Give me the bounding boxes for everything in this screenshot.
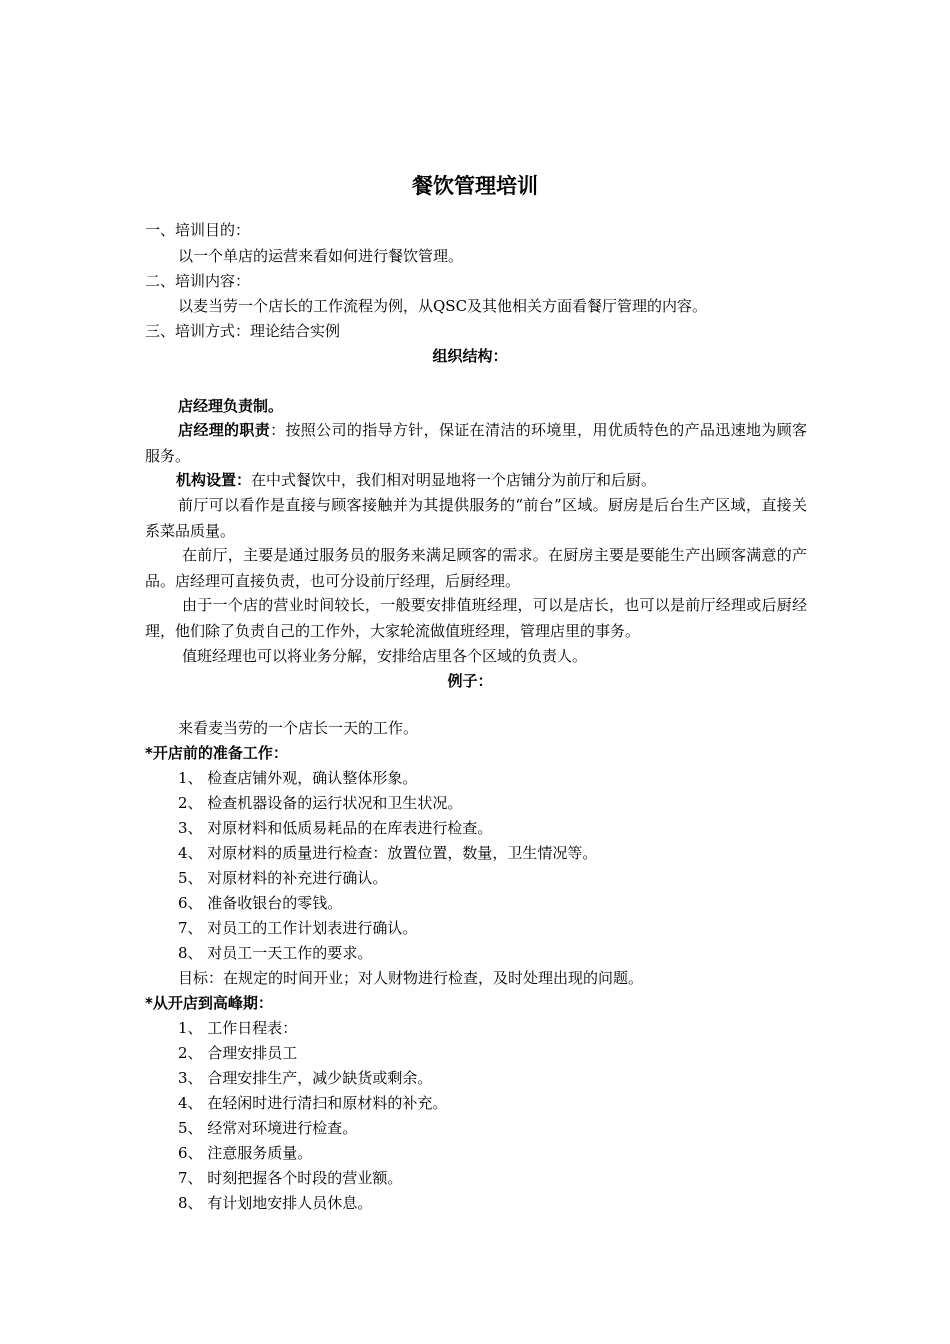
- section-3-line: 三、培训方式：理论结合实例: [145, 322, 341, 340]
- duty-manager-paragraph: 由于一个店的营业时间较长，一般要安排值班经理，可以是店长，也可以是前厅经理或后厨经理，他们除了负责自己的工作外，大家轮流做值班经理，管理店里的事务。: [145, 596, 807, 640]
- to-peak-item: 7、 时刻把握各个时段的营业额。: [178, 1169, 403, 1187]
- before-open-item: 4、 对原材料的质量进行检查：放置位置，数量，卫生情况等。: [178, 844, 598, 862]
- manager-duty-text: ：按照公司的指导方针，保证在清洁的环境里，用优质特色的产品迅速地为顾客服务。: [145, 421, 807, 465]
- before-open-heading: *开店前的准备工作：: [145, 744, 288, 762]
- before-open-item: 6、 准备收银台的零钱。: [178, 894, 343, 912]
- to-peak-item: 2、 合理安排员工: [178, 1044, 298, 1062]
- section-1-heading: 一、培训目的：: [145, 221, 251, 239]
- example-heading: 例子：: [447, 672, 493, 690]
- document-title: 餐饮管理培训: [412, 174, 538, 198]
- front-kitchen-paragraph: 在前厅，主要是通过服务员的服务来满足顾客的需求。在厨房主要是要能生产出顾客满意的产品。店经理可直接负责，也可分设前厅经理，后厨经理。: [145, 546, 807, 590]
- before-open-item: 3、 对原材料和低质易耗品的在库表进行检查。: [178, 819, 493, 837]
- to-peak-heading: *从开店到高峰期：: [145, 994, 273, 1012]
- org-structure-heading: 组织结构：: [432, 347, 508, 365]
- to-peak-item: 8、 有计划地安排人员休息。: [178, 1194, 373, 1212]
- to-peak-item: 3、 合理安排生产，减少缺货或剩余。: [178, 1069, 433, 1087]
- before-open-item: 7、 对员工的工作计划表进行确认。: [178, 919, 418, 937]
- manager-duty-label: 店经理的职责: [178, 421, 271, 439]
- before-open-item: 2、 检查机器设备的运行状况和卫生状况。: [178, 794, 463, 812]
- to-peak-item: 4、 在轻闲时进行清扫和原材料的补充。: [178, 1094, 448, 1112]
- section-2-heading: 二、培训内容：: [145, 272, 251, 290]
- to-peak-item: 6、 注意服务质量。: [178, 1144, 313, 1162]
- duty-manager-delegation: 值班经理也可以将业务分解，安排给店里各个区域的负责人。: [182, 647, 588, 665]
- org-setup-text: 在中式餐饮中，我们相对明显地将一个店铺分为前厅和后厨。: [251, 471, 657, 489]
- org-setup-label: 机构设置：: [176, 471, 252, 489]
- before-open-item: 5、 对原材料的补充进行确认。: [178, 869, 388, 887]
- before-open-item: 8、 对员工一天工作的要求。: [178, 944, 373, 962]
- section-1-body: 以一个单店的运营来看如何进行餐饮管理。: [178, 247, 464, 265]
- org-setup-paragraph: [176, 470, 656, 490]
- manager-duty-paragraph: [145, 418, 807, 469]
- manager-system-heading: 店经理负责制。: [178, 397, 284, 415]
- example-intro: 来看麦当劳的一个店长一天的工作。: [178, 719, 419, 737]
- before-open-item: 1、 检查店铺外观，确认整体形象。: [178, 769, 418, 787]
- front-hall-paragraph: 前厅可以看作是直接与顾客接触并为其提供服务的“前台”区域。厨房是后台生产区域，直接关系菜品质量。: [145, 496, 807, 540]
- before-open-goal: 目标：在规定的时间开业；对人财物进行检查，及时处理出现的问题。: [178, 969, 644, 987]
- section-2-body: 以麦当劳一个店长的工作流程为例，从QSC及其他相关方面看餐厅管理的内容。: [178, 297, 708, 315]
- to-peak-item: 1、 工作日程表：: [178, 1019, 298, 1037]
- to-peak-item: 5、 经常对环境进行检查。: [178, 1119, 358, 1137]
